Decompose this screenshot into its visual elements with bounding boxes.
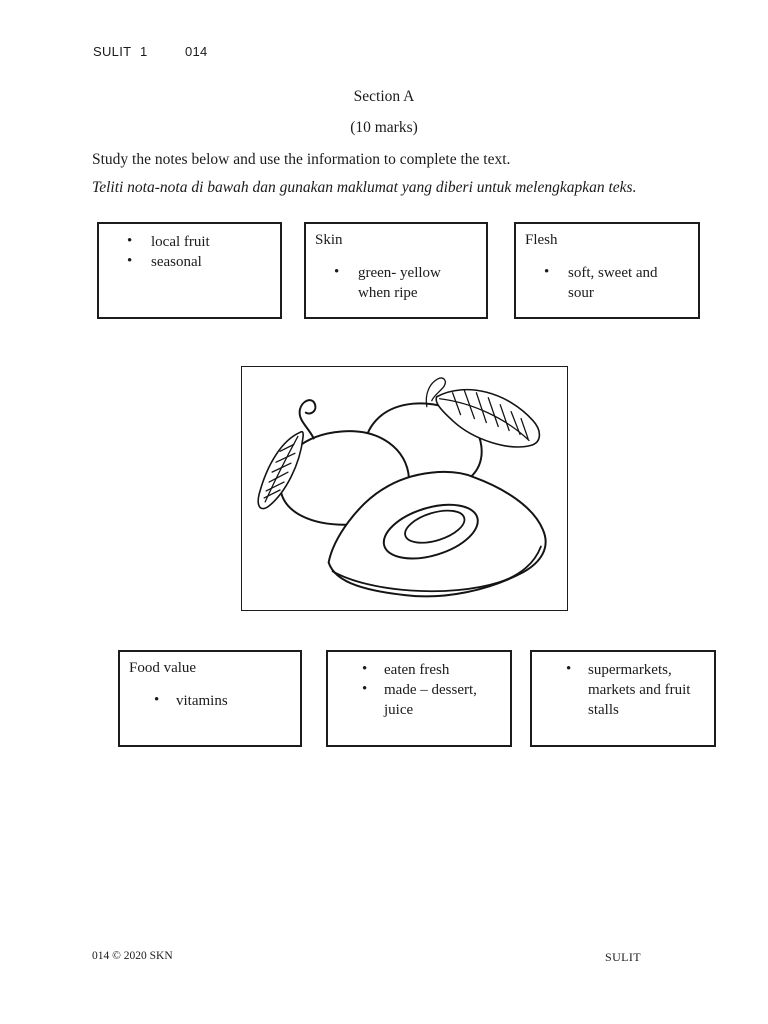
note-box-flesh [514,222,700,319]
figure-frame [241,366,568,611]
note-list [532,660,706,720]
note-bullet: • green- yellow when ripe [306,263,478,303]
note-bullet: • seasonal [99,252,272,272]
note-box-skin [304,222,488,319]
note-heading: Skin [315,232,343,248]
note-list [120,691,292,711]
footer-confidential-label: SULIT [605,950,641,964]
note-heading: Food value [129,660,197,676]
note-box-where-sold [530,650,716,747]
note-list [328,660,502,720]
note-list [99,232,272,272]
note-list [516,263,690,303]
note-bullet: • made – dessert, juice [328,680,502,720]
section-marks: (10 marks) [350,119,418,136]
header-confidential-label: SULIT [93,44,132,59]
header-paper-code: 014 [185,44,208,59]
note-bullet: • eaten fresh [328,660,502,680]
note-heading: Flesh [525,232,558,248]
section-title: Section A [353,88,415,105]
note-bullet: • vitamins [120,691,292,711]
instruction-malay: Teliti nota-nota di bawah dan gunakan maklumat yang diberi untuk melengkapkan teks. [92,179,637,196]
note-list [306,263,478,303]
note-box-general [97,222,282,319]
header-page-number: 1 [140,44,148,59]
note-box-food-value [118,650,302,747]
mango-figure [242,367,567,610]
note-bullet: • local fruit [99,232,272,252]
note-box-uses [326,650,512,747]
footer-copyright: 014 © 2020 SKN [92,950,173,962]
note-bullet: • soft, sweet and sour [516,263,690,303]
note-bullet: • supermarkets, markets and fruit stalls [532,660,706,720]
instruction-english: Study the notes below and use the information to complete the text. [92,151,511,168]
